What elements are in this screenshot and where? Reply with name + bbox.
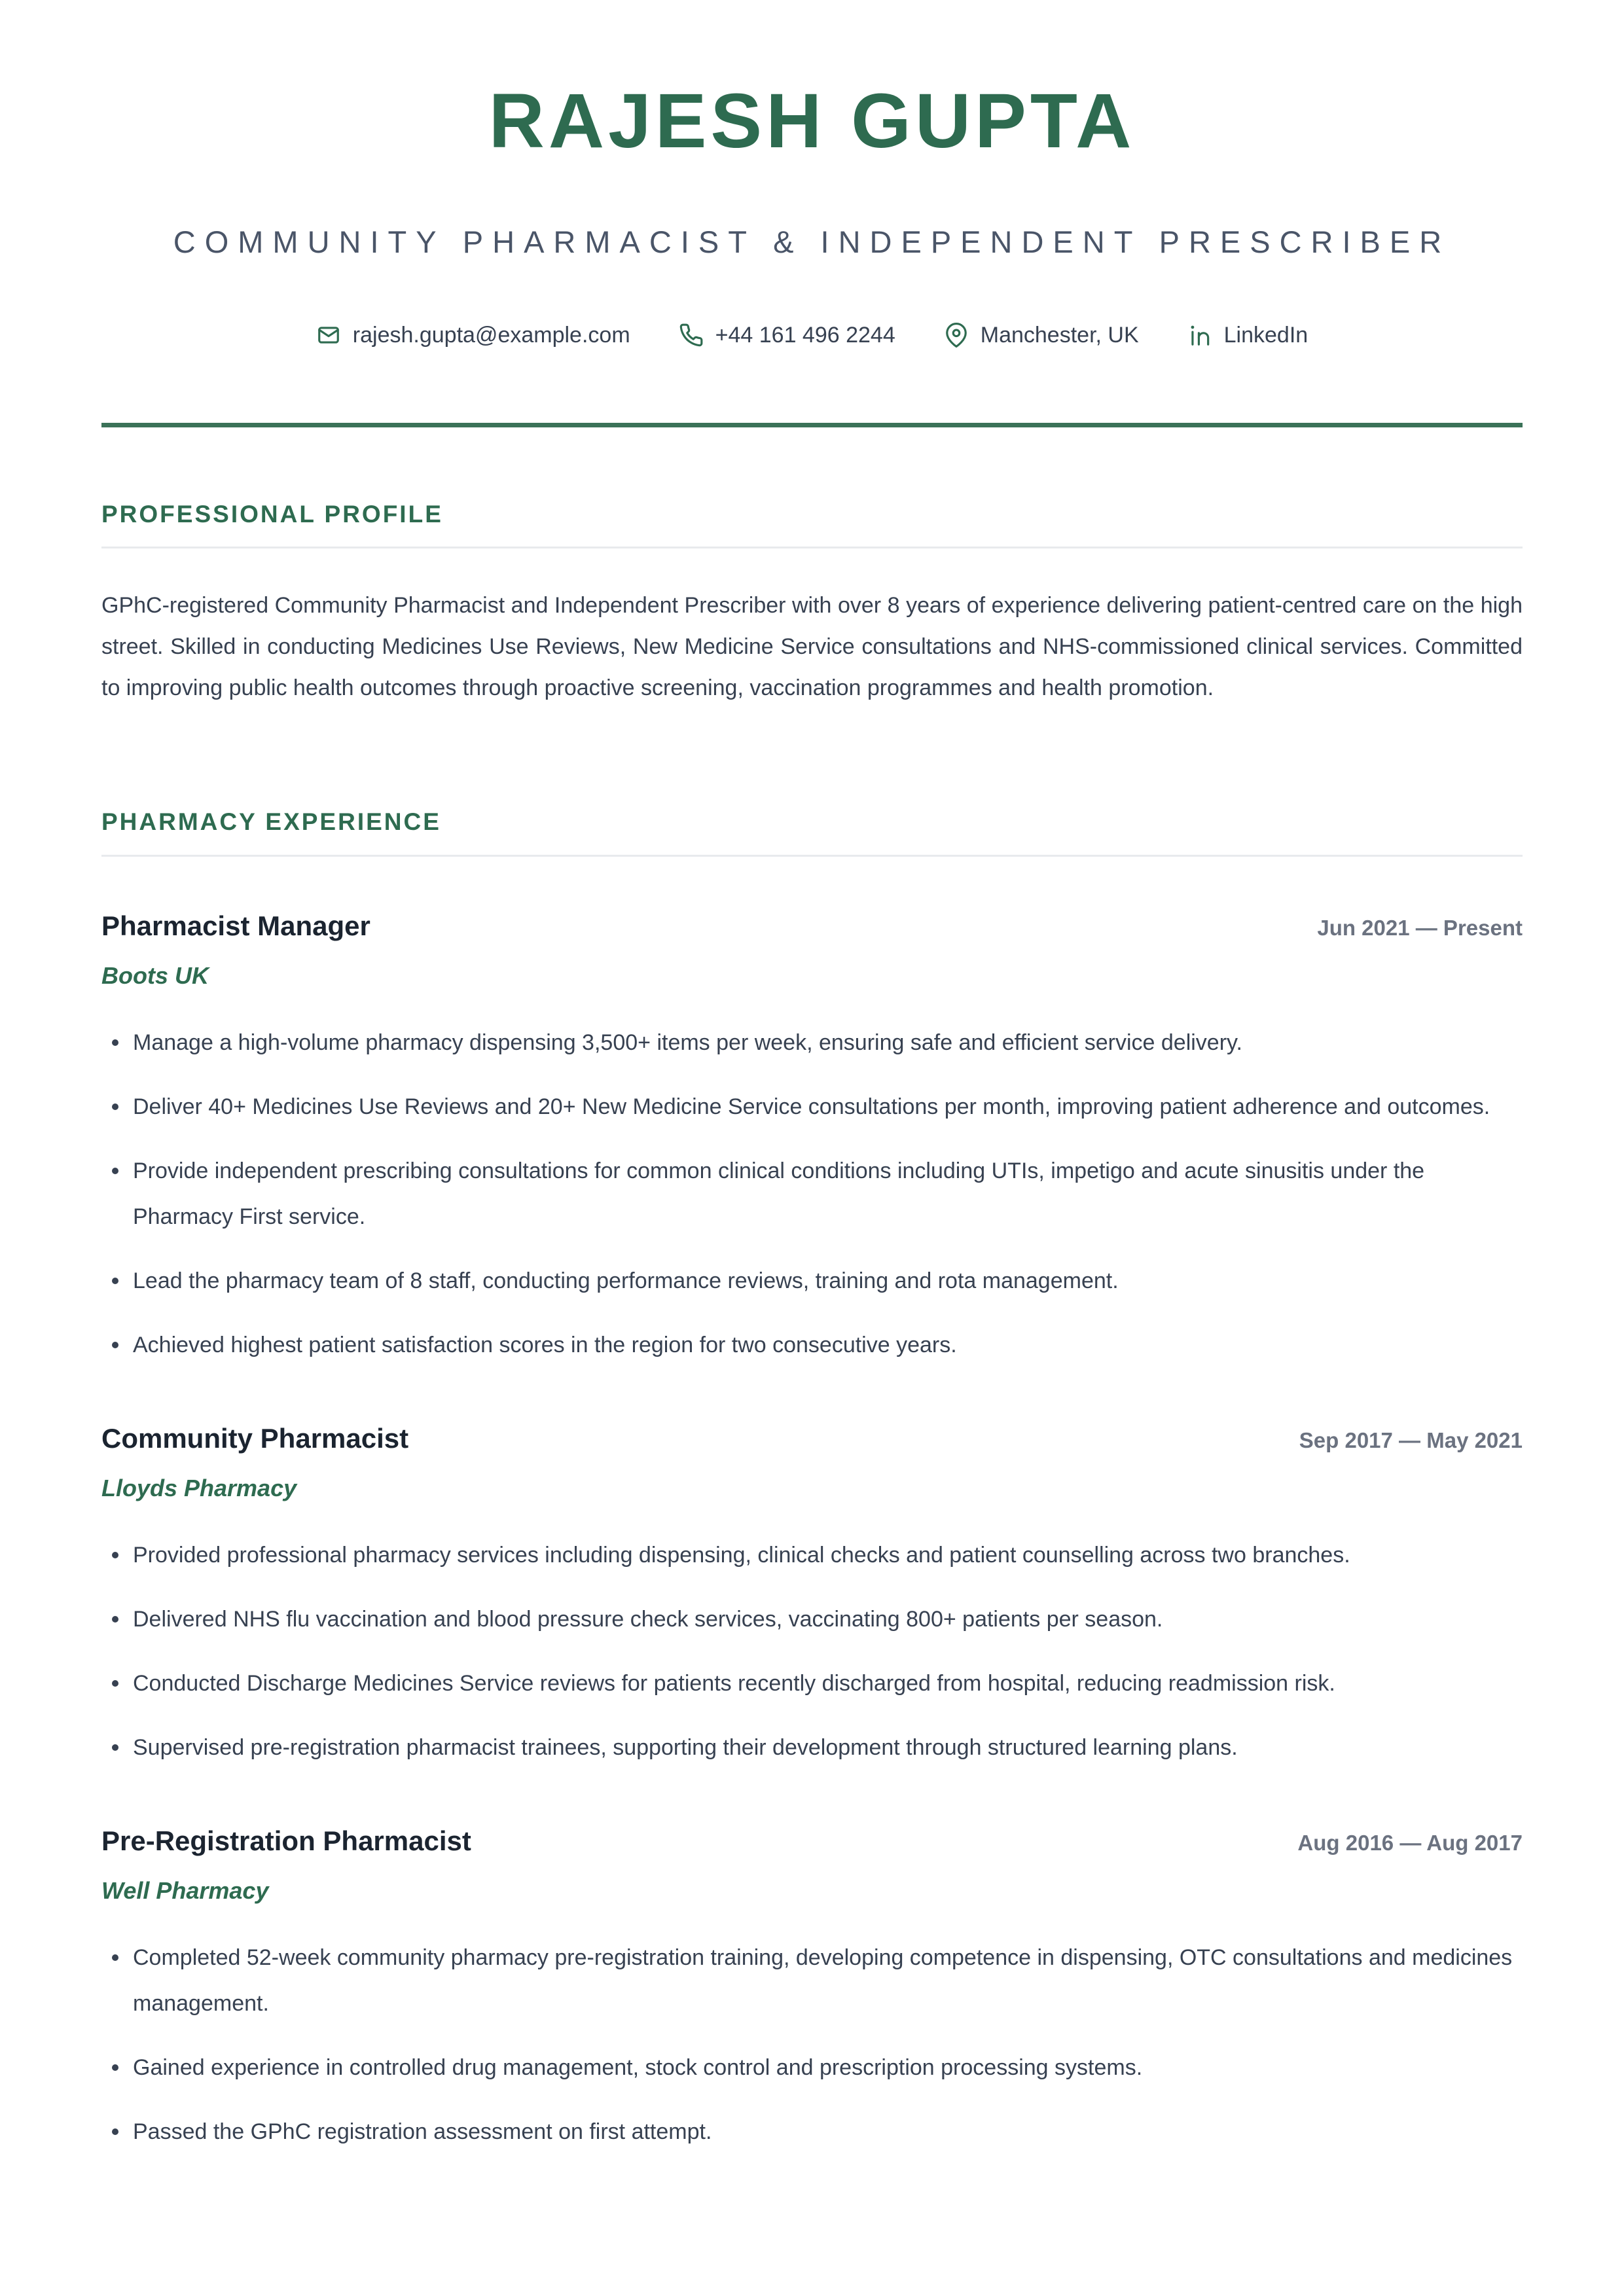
candidate-name: RAJESH GUPTA (488, 78, 1136, 164)
job-bullet-list (101, 1532, 1523, 1770)
section-pharmacy-experience (101, 807, 1523, 2154)
contact-email-text: rajesh.gupta@example.com (352, 323, 630, 348)
job-dates: Sep 2017 — May 2021 (1299, 1427, 1523, 1452)
profile-summary-text: GPhC-registered Community Pharmacist and Independent Prescriber with over 8 years of experience delivering patient-centred care on the high street. Skilled in conducting Medicines Use Reviews, New Medicine Service consultations and NHS-commissioned clinical services. Committed to improving public health outcomes through proactive screening, vaccination programmes and health promotion. (101, 593, 1523, 701)
job-header (101, 1422, 1523, 1456)
job-company: Well Pharmacy (101, 1876, 269, 1904)
experience-section-heading: PHARMACY EXPERIENCE (101, 808, 441, 836)
job-company: Lloyds Pharmacy (101, 1474, 297, 1501)
job-bullet: Conducted Discharge Medicines Service reviews for patients recently discharged from hospital, reducing readmission risk. (101, 1660, 1523, 1706)
section-professional-profile (101, 499, 1523, 709)
job-bullet-list (101, 1020, 1523, 1368)
contact-email (316, 321, 630, 350)
job-entry-community-pharmacist (101, 1422, 1523, 1770)
job-bullet: Passed the GPhC registration assessment on first attempt. (101, 2109, 1523, 2155)
section-divider (101, 855, 1523, 857)
job-bullet: Provided professional pharmacy services including dispensing, clinical checks and patient counselling across two branches. (101, 1532, 1523, 1578)
job-bullet: Completed 52-week community pharmacy pre-registration training, developing competence in dispensing, OTC consultations and medicines management. (101, 1935, 1523, 2026)
email-icon (316, 323, 341, 348)
job-bullet: Lead the pharmacy team of 8 staff, conducting performance reviews, training and rota management. (101, 1258, 1523, 1304)
job-bullet: Deliver 40+ Medicines Use Reviews and 20+ New Medicine Service consultations per month, improving patient adherence and outcomes. (101, 1084, 1523, 1130)
job-entry-pharmacist-manager (101, 909, 1523, 1368)
job-bullet: Manage a high-volume pharmacy dispensing 3,500+ items per week, ensuring safe and efficient service delivery. (101, 1020, 1523, 1066)
job-dates: Jun 2021 — Present (1317, 915, 1523, 940)
job-bullet-list (101, 1935, 1523, 2155)
contact-phone-text: +44 161 496 2244 (715, 323, 895, 348)
job-bullet: Achieved highest patient satisfaction scores in the region for two consecutive years. (101, 1322, 1523, 1368)
job-title: Pre-Registration Pharmacist (101, 1825, 471, 1856)
job-bullet: Delivered NHS flu vaccination and blood pressure check services, vaccinating 800+ patients per season. (101, 1596, 1523, 1642)
contact-phone (679, 321, 895, 350)
job-title: Community Pharmacist (101, 1422, 409, 1454)
job-header (101, 909, 1523, 943)
section-divider (101, 547, 1523, 548)
location-icon (944, 323, 969, 348)
profile-section-heading: PROFESSIONAL PROFILE (101, 501, 443, 528)
header-divider (101, 423, 1523, 427)
job-bullet: Gained experience in controlled drug management, stock control and prescription processing systems. (101, 2045, 1523, 2090)
job-bullet: Provide independent prescribing consultations for common clinical conditions including UTIs, impetigo and acute sinusitis under the Pharmacy First service. (101, 1148, 1523, 1240)
linkedin-icon (1187, 323, 1212, 348)
contact-row (101, 321, 1523, 350)
job-header (101, 1824, 1523, 1858)
contact-location (944, 321, 1139, 350)
job-bullet: Supervised pre-registration pharmacist trainees, supporting their development through structured learning plans. (101, 1725, 1523, 1770)
job-dates: Aug 2016 — Aug 2017 (1297, 1830, 1523, 1855)
contact-linkedin (1187, 321, 1308, 350)
contact-location-text: Manchester, UK (980, 323, 1139, 348)
contact-linkedin-text: LinkedIn (1223, 323, 1308, 348)
job-title: Pharmacist Manager (101, 910, 370, 941)
resume-header (101, 77, 1523, 350)
phone-icon (679, 323, 704, 348)
job-company: Boots UK (101, 961, 209, 989)
job-entry-pre-registration-pharmacist (101, 1824, 1523, 2155)
candidate-job-title: COMMUNITY PHARMACIST & INDEPENDENT PRESCRIBER (173, 224, 1451, 259)
